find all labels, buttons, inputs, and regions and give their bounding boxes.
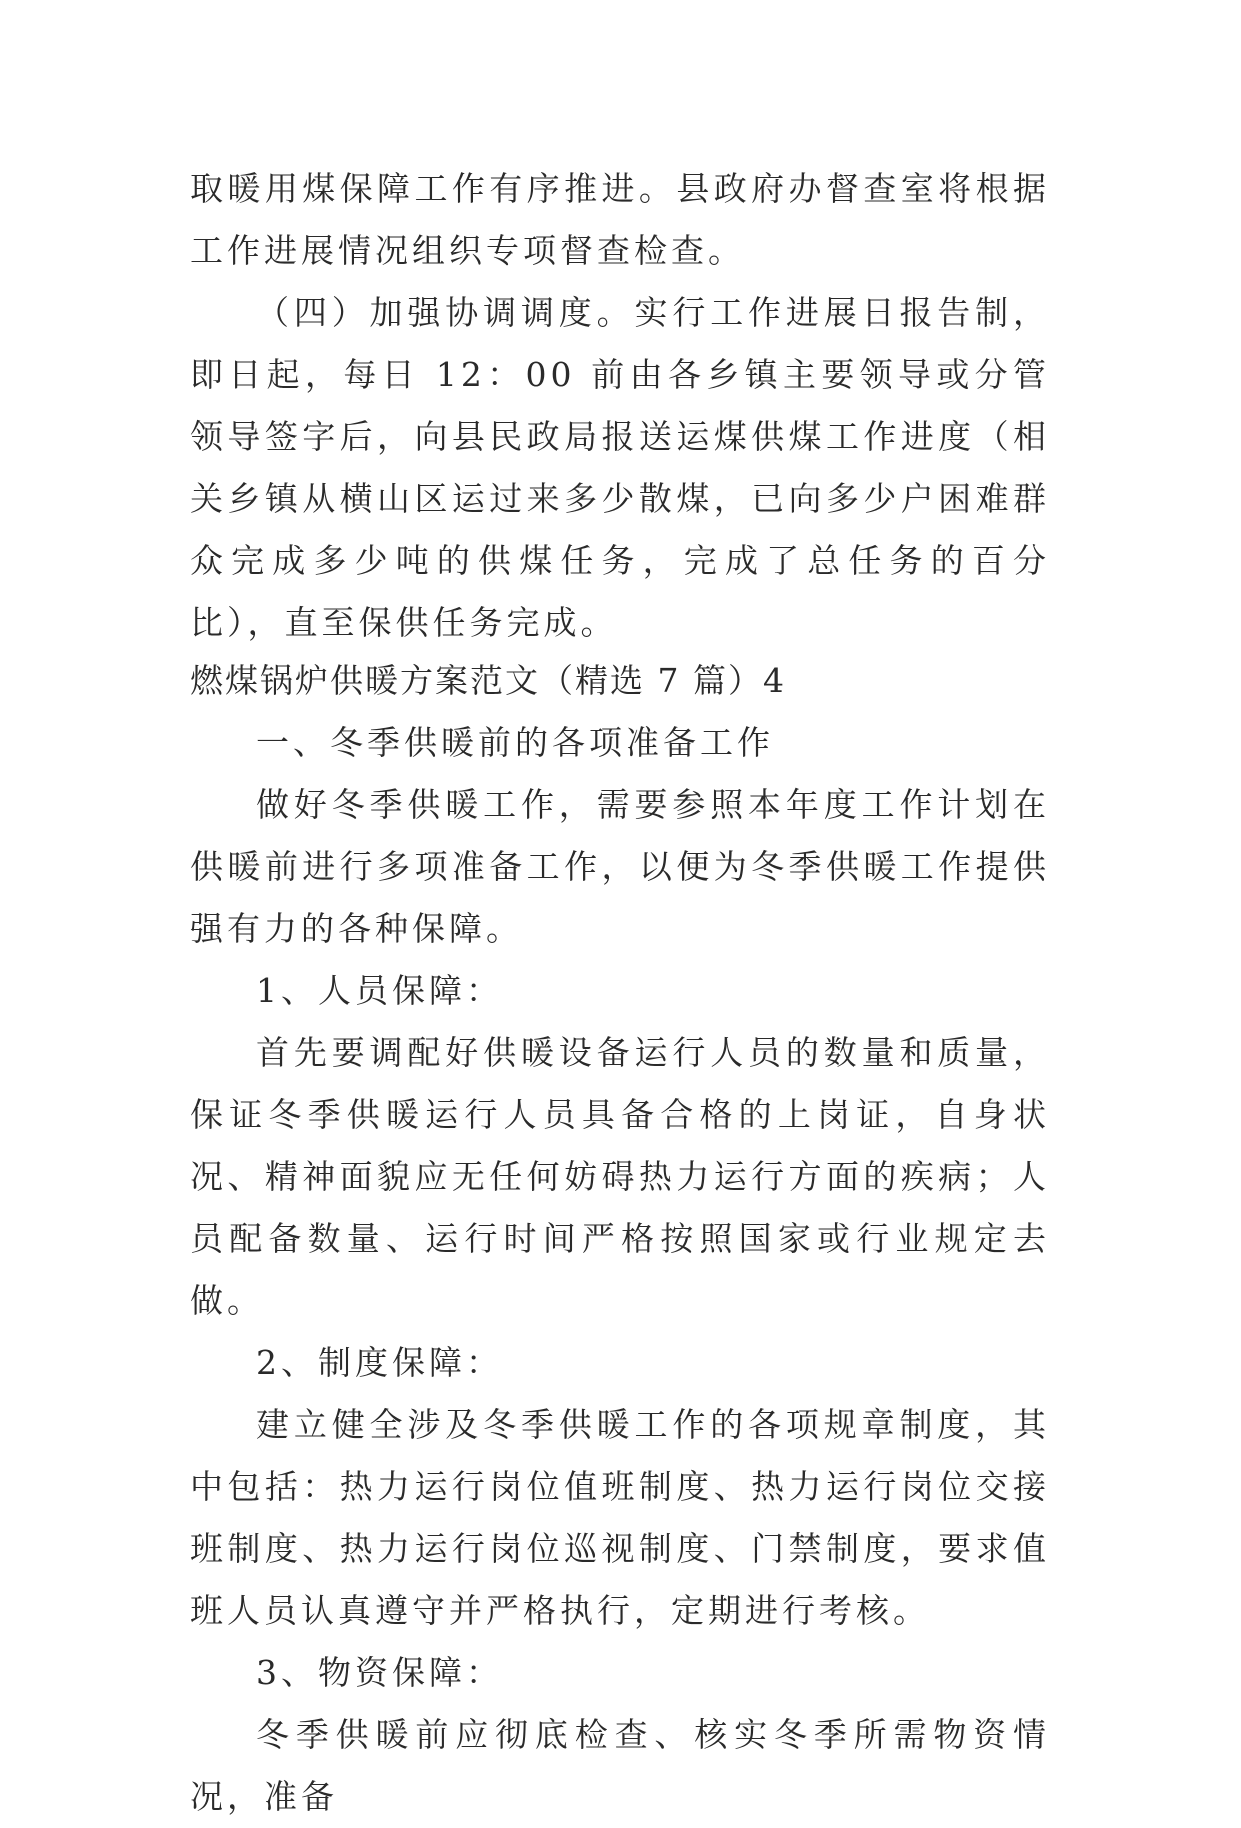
paragraph: 冬季供暖前应彻底检查、核实冬季所需物资情况，准备 <box>190 1715 1050 1816</box>
section-heading: 燃煤锅炉供暖方案范文（精选 7 篇）4 <box>190 661 786 700</box>
paragraph: 取暖用煤保障工作有序推进。县政府办督查室将根据工作进展情况组织专项督查检查。 <box>190 169 1050 270</box>
paragraph: （四）加强协调调度。实行工作进展日报告制，即日起，每日 12：00 前由各乡镇主要领导或分管领导签字后，向县民政局报送运煤供煤工作进度（相关乡镇从横山区运过来多少散煤，已向多少户困难群众完成多少吨的供煤任务，完成了总任务的百分比），直至保供任务完成。 <box>190 293 1050 642</box>
list-item-heading: 3、物资保障： <box>256 1653 503 1692</box>
list-item-heading: 1、人员保障： <box>256 971 503 1010</box>
paragraph: 做好冬季供暖工作，需要参照本年度工作计划在供暖前进行多项准备工作，以便为冬季供暖工作提供强有力的各种保障。 <box>190 785 1050 948</box>
paragraph: 建立健全涉及冬季供暖工作的各项规章制度，其中包括：热力运行岗位值班制度、热力运行岗位交接班制度、热力运行岗位巡视制度、门禁制度，要求值班人员认真遵守并严格执行，定期进行考核。 <box>190 1405 1050 1630</box>
paragraph: 首先要调配好供暖设备运行人员的数量和质量，保证冬季供暖运行人员具备合格的上岗证，自身状况、精神面貌应无任何妨碍热力运行方面的疾病；人员配备数量、运行时间严格按照国家或行业规定去做。 <box>190 1033 1050 1320</box>
subsection-heading: 一、冬季供暖前的各项准备工作 <box>256 723 774 762</box>
document-body <box>190 158 1050 1828</box>
list-item-heading: 2、制度保障： <box>256 1343 503 1382</box>
